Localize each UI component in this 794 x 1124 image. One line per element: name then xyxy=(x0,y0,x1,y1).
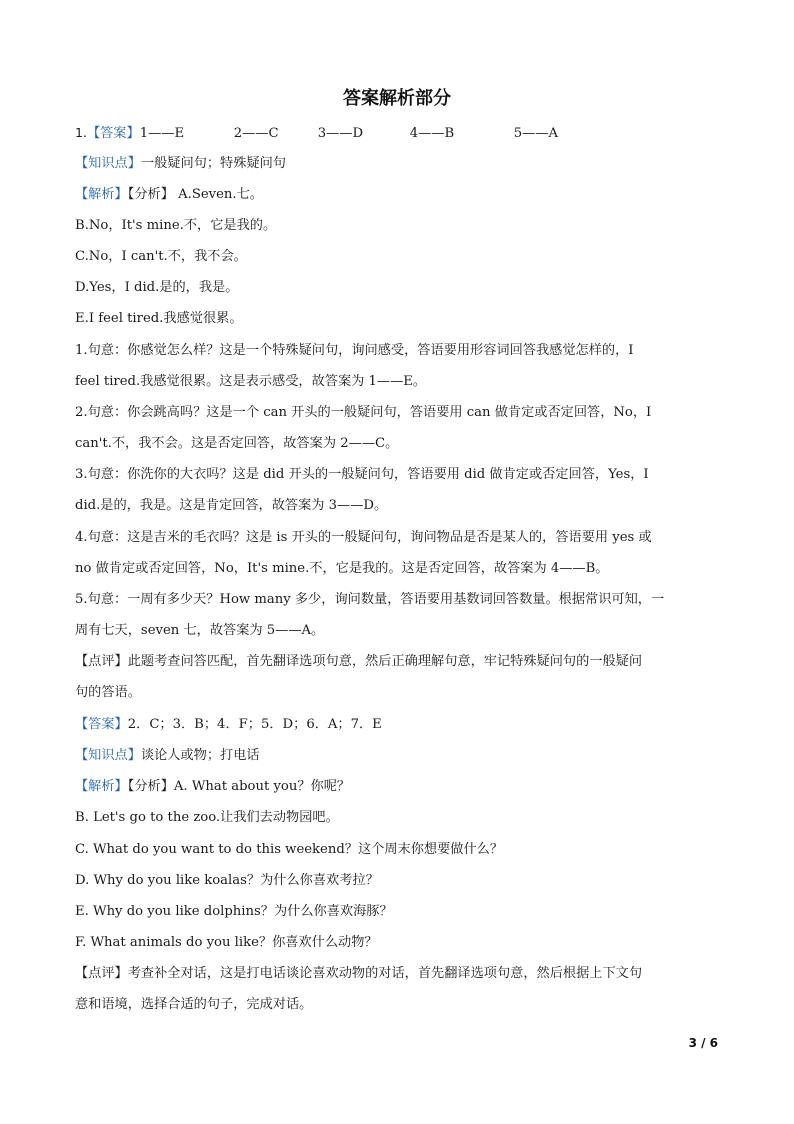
q1-answer-item: 4——B xyxy=(409,126,455,141)
q1-text-line: 5.句意：一周有多少天？How many 多少，询问数量，答语要用基数词回答数量。根据常识可知，一 xyxy=(75,592,665,607)
q2-option-a: A. What about you？你呢？ xyxy=(173,779,351,794)
q2-text-line: F. What animals do you like？你喜欢什么动物？ xyxy=(75,935,378,950)
q2-analysis-subtag: 【分析】 xyxy=(127,779,174,794)
q1-text-line: 4.句意：这是吉米的毛衣吗？这是 is 开头的一般疑问句，询问物品是否是某人的，答语要用 yes 或 xyxy=(75,530,652,545)
q1-knowledge-tag: 【知识点】 xyxy=(75,156,141,171)
page-title: 答案解析部分 xyxy=(343,88,451,109)
q1-text-line: feel tired.我感觉很累。这是表示感受，故答案为 1——E。 xyxy=(75,374,427,389)
q1-answer-tag: 【答案】 xyxy=(86,126,140,141)
q1-text-line: 周有七天，seven 七，故答案为 5——A。 xyxy=(75,623,325,638)
page-number: 3 / 6 xyxy=(688,1036,718,1050)
q2-answer-line xyxy=(75,715,725,735)
q1-text-line: 1.句意：你感觉怎么样？这是一个特殊疑问句，询问感受，答语要用形容词回答我感觉怎样的，I xyxy=(75,343,634,358)
q1-text-line: B.No，It's mine.不，它是我的。 xyxy=(75,218,277,233)
q2-text-line: D. Why do you like koalas？为什么你喜欢考拉？ xyxy=(75,873,379,888)
q2-knowledge-line xyxy=(75,746,725,766)
q2-knowledge-text: 谈论人或物；打电话 xyxy=(140,748,260,763)
q1-text-line: C.No，I can't.不，我不会。 xyxy=(75,249,247,264)
q1-text-line: 2.句意：你会跳高吗？这是一个 can 开头的一般疑问句，答语要用 can 做肯定或否定回答，No，I xyxy=(75,405,652,420)
q2-text-line: B. Let's go to the zoo.让我们去动物园吧。 xyxy=(75,810,339,825)
q2-text-line: E. Why do you like dolphins？为什么你喜欢海豚？ xyxy=(75,904,393,919)
q1-text-line: did.是的，我是。这是肯定回答，故答案为 3——D。 xyxy=(75,498,388,513)
q2-text-line: C. What do you want to do this weekend？这个周末你想要做什么？ xyxy=(75,842,504,857)
q1-text-line: E.I feel tired.我感觉很累。 xyxy=(75,311,243,326)
q1-comment-line: 句的答语。 xyxy=(75,685,141,700)
q1-text-line: can't.不，我不会。这是否定回答，故答案为 2——C。 xyxy=(75,436,399,451)
q2-knowledge-tag: 【知识点】 xyxy=(75,748,141,763)
q1-text-line: no 做肯定或否定回答，No，It's mine.不，它是我的。这是否定回答，故答案为 4——B。 xyxy=(75,561,609,576)
q2-answer-tag: 【答案】 xyxy=(75,717,128,732)
q2-answer-text: 2．C；3．B；4．F；5．D；6．A；7．E xyxy=(127,717,382,732)
q1-comment-line: 【点评】此题考查问答匹配，首先翻译选项句意，然后正确理解句意，牢记特殊疑问句的一般疑问 xyxy=(75,654,643,669)
q1-answer-item: 5——A xyxy=(513,126,558,141)
q1-answer-item: 3——D xyxy=(317,126,364,141)
q1-analysis-tag: 【解析】 xyxy=(75,187,128,202)
q1-option-a: A.Seven.七。 xyxy=(173,187,263,202)
q2-comment-line: 意和语境，选择合适的句子，完成对话。 xyxy=(75,997,313,1012)
q1-number: 1. xyxy=(75,125,87,140)
q1-text-line: D.Yes，I did.是的，我是。 xyxy=(75,280,239,295)
q1-analysis-line xyxy=(75,185,725,205)
q1-knowledge-line xyxy=(75,154,725,174)
q1-answer-item: 1——E xyxy=(139,126,185,141)
q1-text-line: 3.句意：你洗你的大衣吗？这是 did 开头的一般疑问句，答语要用 did 做肯定或否定回答，Yes，I xyxy=(75,467,649,482)
q2-comment-line: 【点评】考查补全对话，这是打电话谈论喜欢动物的对话，首先翻译选项句意，然后根据上下文句 xyxy=(75,966,643,981)
q1-analysis-subtag: 【分析】 xyxy=(127,187,174,202)
q1-knowledge-text: 一般疑问句；特殊疑问句 xyxy=(140,156,286,171)
q1-answer-item: 2——C xyxy=(233,126,279,141)
q2-analysis-line xyxy=(75,777,725,797)
q1-answer-line xyxy=(75,123,725,144)
q2-analysis-tag: 【解析】 xyxy=(75,779,128,794)
